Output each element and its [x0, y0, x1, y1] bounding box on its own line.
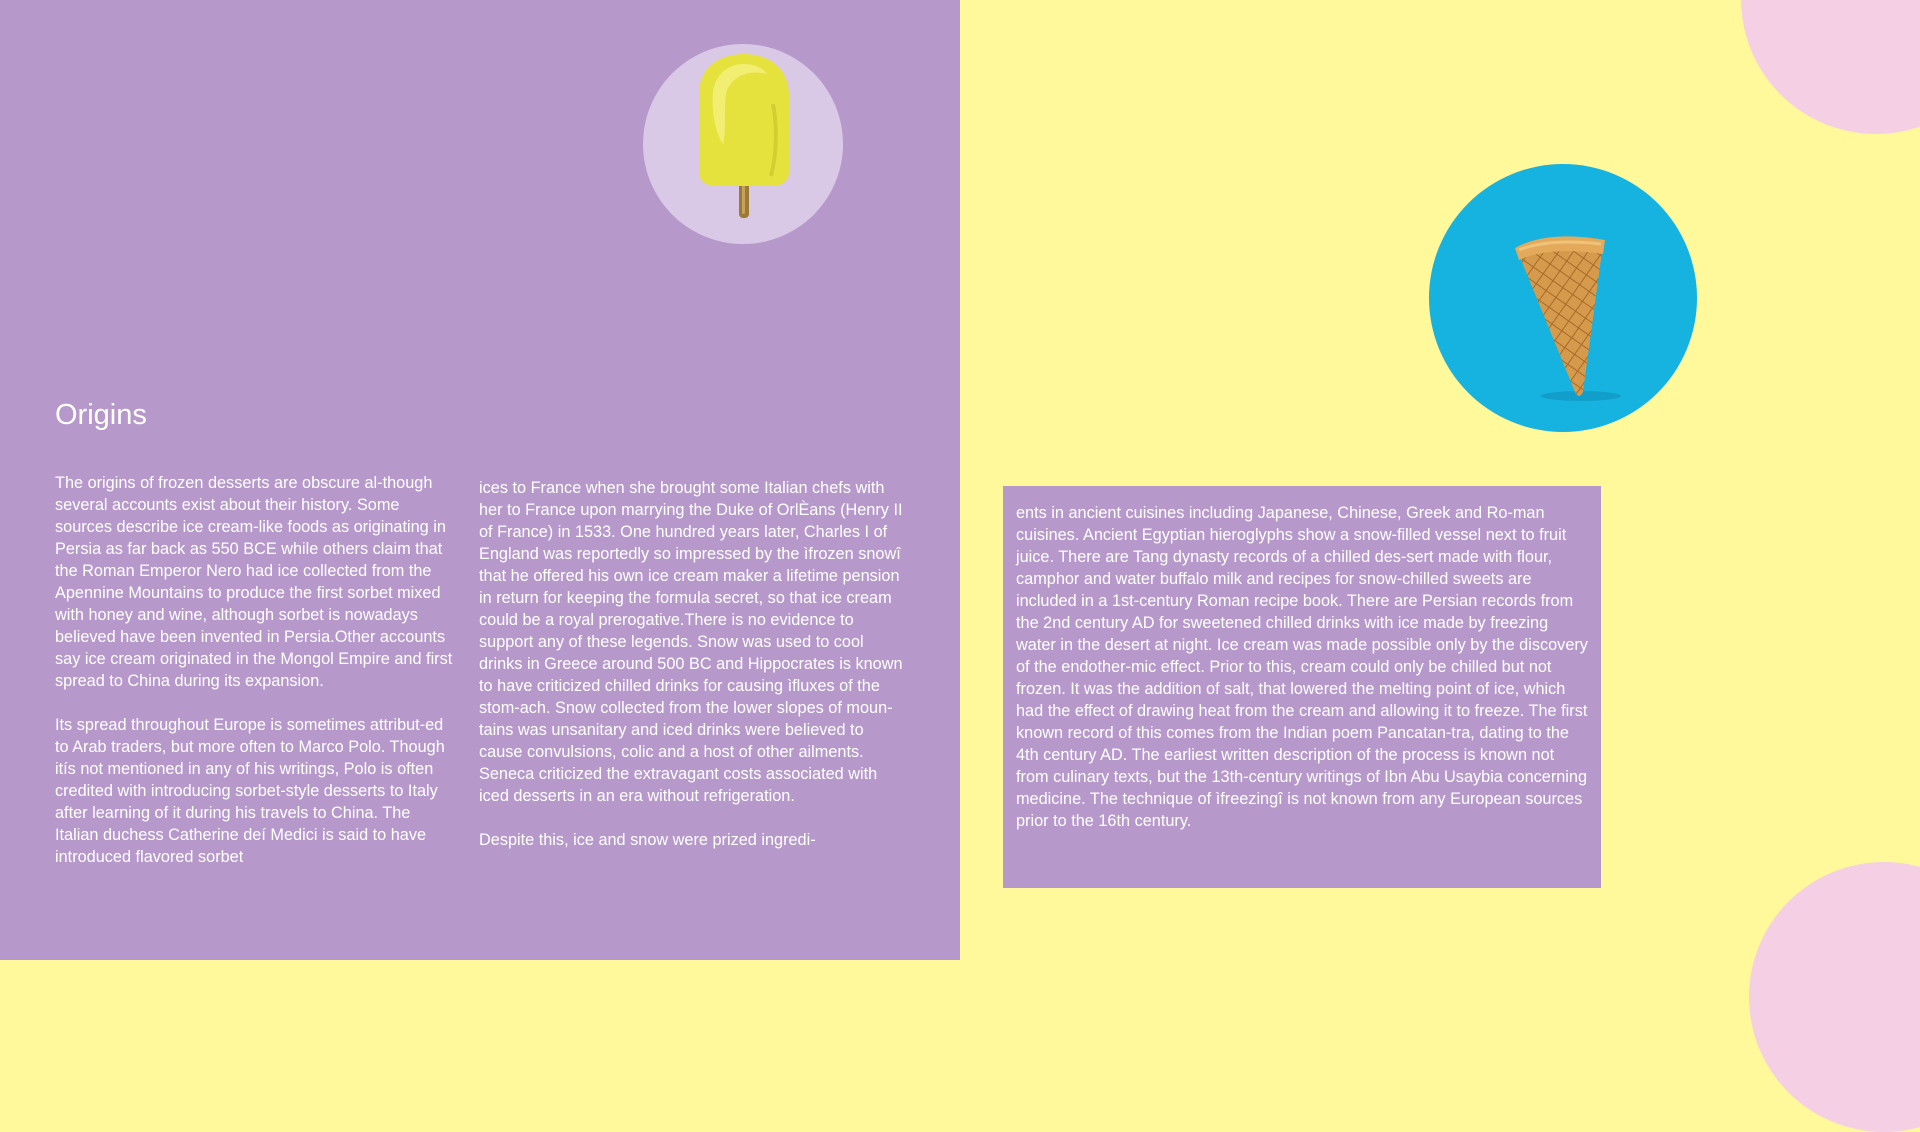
text-box-body: [1016, 502, 1591, 854]
paragraph: ents in ancient cuisines including Japanese, Chinese, Greek and Ro-man cuisines. Ancient Egyptian hieroglyphs show a snow-filled vessel next to fruit juice. There are Tang dynasty records of a chilled des-sert made with flour, camphor and water buffalo milk and recipes for snow-chilled sweets are included in a 1st-century Roman recipe book. There are Persian records from the 2nd century AD for sweetened chilled drinks with ice made by freezing water in the desert at night. Ice cream was made possible only by the discovery of the endother-mic effect. Prior to this, cream could only be chilled but not frozen. It was the addition of salt, that lowered the melting point of ice, which had the effect of drawing heat from the cream and allowing it to freeze. The first known record of this comes from the Indian poem Pancatan-tra, dating to the 4th century AD. The earliest written description of the process is known not from culinary texts, but the 13th-century writings of Ibn Abu Usaybia concerning medicine. The technique of ìfreezingî is not known from any European sources prior to the 16th century.: [1016, 504, 1588, 830]
left-page: [0, 0, 960, 960]
paragraph: Despite this, ice and snow were prized ingredi-: [479, 831, 816, 849]
text-column-1: [55, 472, 455, 890]
text-box: [1003, 486, 1601, 888]
paragraph: ices to France when she brought some Italian chefs with her to France upon marrying the Duke of OrlÈans (Henry II of France) in 1533. One hundred years later, Charles I of England was reportedly so impressed by the ìfrozen snowî that he offered his own ice cream maker a lifetime pension in return for keeping the formula secret, so that ice cream could be a royal prerogative.There is no evidence to support any of these legends. Snow was used to cool drinks in Greece around 500 BC and Hippocrates is known to have criticized chilled drinks for causing ìfluxes of the stom-ach. Snow collected from the lower slopes of moun-tains was unsanitary and iced drinks were believed to cause convulsions, colic and a host of other ailments. Seneca criticized the extravagant costs associated with iced desserts in an era without refrigeration.: [479, 479, 903, 805]
page-title: Origins: [55, 399, 147, 431]
yellow-popsicle-icon: [643, 44, 843, 244]
popsicle-image: [643, 44, 843, 244]
text-column-2: [479, 477, 909, 873]
paragraph: The origins of frozen desserts are obscure al-though several accounts exist about their history. Some sources describe ice cream-like foods as originating in Persia as far back as 550 BCE while others claim that the Roman Emperor Nero had ice collected from the Apennine Mountains to produce the first sorbet mixed with honey and wine, although sorbet is nowadays believed have been invented in Persia.Other accounts say ice cream originated in the Mongol Empire and first spread to China during its expansion.: [55, 474, 453, 690]
waffle-cone-icon: [1429, 164, 1697, 432]
ice-cream-cone-image: [1429, 164, 1697, 432]
paragraph: Its spread throughout Europe is sometimes attribut-ed to Arab traders, but more often to Marco Polo. Though itís not mentioned in any of his writings, Polo is often credited with introducing sorbet-style desserts to Italy after learning of it during his travels to China. The Italian duchess Catherine deí Medici is said to have introduced flavored sorbet: [55, 716, 445, 866]
